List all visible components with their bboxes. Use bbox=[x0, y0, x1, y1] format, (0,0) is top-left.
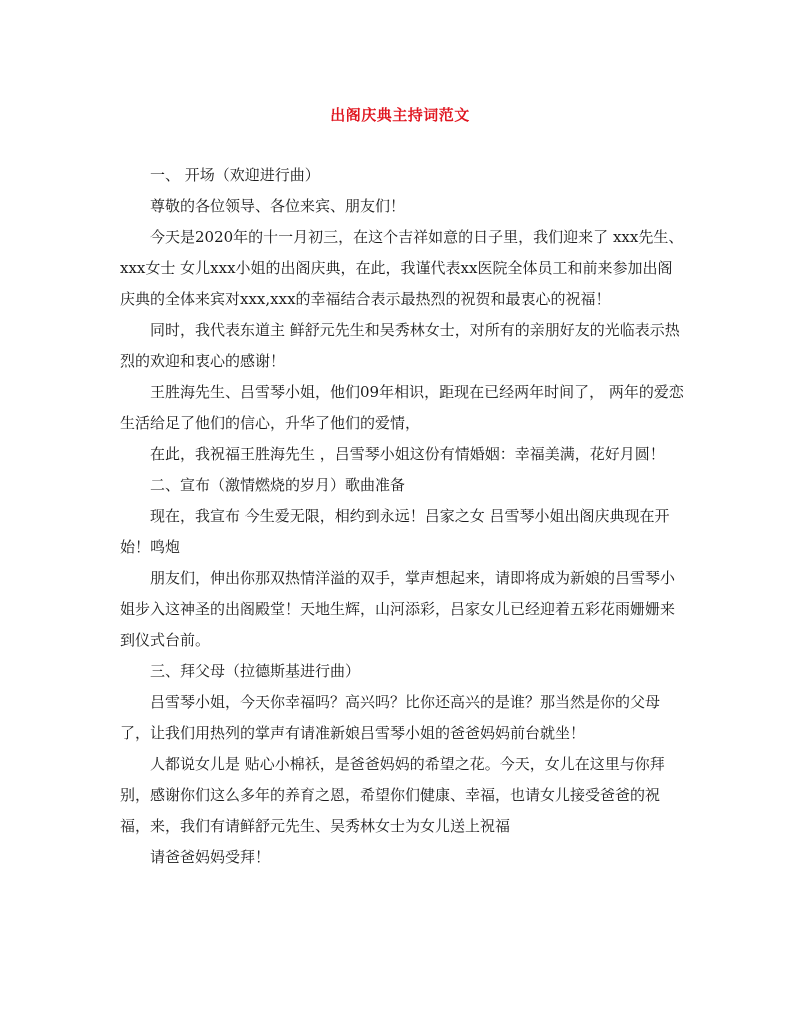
paragraph-welcome: 今天是2020年的十一月初三，在这个吉祥如意的日子里，我们迎来了 xxx先生、xxx女士 女儿xxx小姐的出阁庆典，在此，我谨代表xx医院全体员工和前来参加出阁庆典的全体来宾对xxx,xxx的幸福结合表示最热烈的祝贺和最衷心的祝福！ bbox=[120, 228, 684, 308]
document-title: 出阁庆典主持词范文 bbox=[330, 106, 470, 124]
paragraph-farewell: 人都说女儿是 贴心小棉袄，是爸爸妈妈的希望之花。今天，女儿在这里与你拜别，感谢你们这么多年的养育之恩，希望你们健康、幸福，也请女儿接受爸爸的祝福，来，我们有请鲜舒元先生、吴秀林女士为女儿送上祝福 bbox=[120, 755, 665, 835]
paragraph-applause: 朋友们，伸出你那双热情洋溢的双手，掌声想起来，请即将成为新娘的吕雪琴小姐步入这神圣的出阁殿堂！天地生辉，山河添彩，吕家女儿已经迎着五彩花雨姗姗来到仪式台前。 bbox=[120, 569, 676, 649]
paragraph-parents-invite: 吕雪琴小姐，今天你幸福吗？高兴吗？比你还高兴的是谁？那当然是你的父母了，让我们用热列的掌声有请准新娘吕雪琴小姐的爸爸妈妈前台就坐！ bbox=[120, 693, 661, 742]
paragraph-host-thanks: 同时，我代表东道主 鲜舒元先生和吴秀林女士，对所有的亲朋好友的光临表示热烈的欢迎和衷心的感谢！ bbox=[120, 321, 680, 370]
paragraph-announce: 现在，我宣布 今生爱无限，相约到永远！吕家之女 吕雪琴小姐出阁庆典现在开始！鸣炮 bbox=[120, 507, 670, 556]
paragraph-bow: 请爸爸妈妈受拜！ bbox=[150, 848, 271, 866]
document-body bbox=[120, 160, 684, 873]
section-heading-parents: 三、拜父母（拉德斯基进行曲） bbox=[150, 662, 361, 680]
paragraph-couple-story: 王胜海先生、吕雪琴小姐，他们09年相识，距现在已经两年时间了， 两年的爱恋生活给足了他们的信心，升华了他们的爱情， bbox=[120, 383, 684, 432]
section-heading-opening: 一、 开场（欢迎进行曲） bbox=[150, 166, 320, 184]
paragraph-greeting: 尊敬的各位领导、各位来宾、朋友们！ bbox=[150, 197, 406, 215]
paragraph-blessing: 在此，我祝福王胜海先生 ，吕雪琴小姐这份有情婚姻：幸福美满，花好月圆！ bbox=[150, 445, 665, 463]
section-heading-announce: 二、宣布（激情燃烧的岁月）歌曲准备 bbox=[150, 476, 406, 494]
